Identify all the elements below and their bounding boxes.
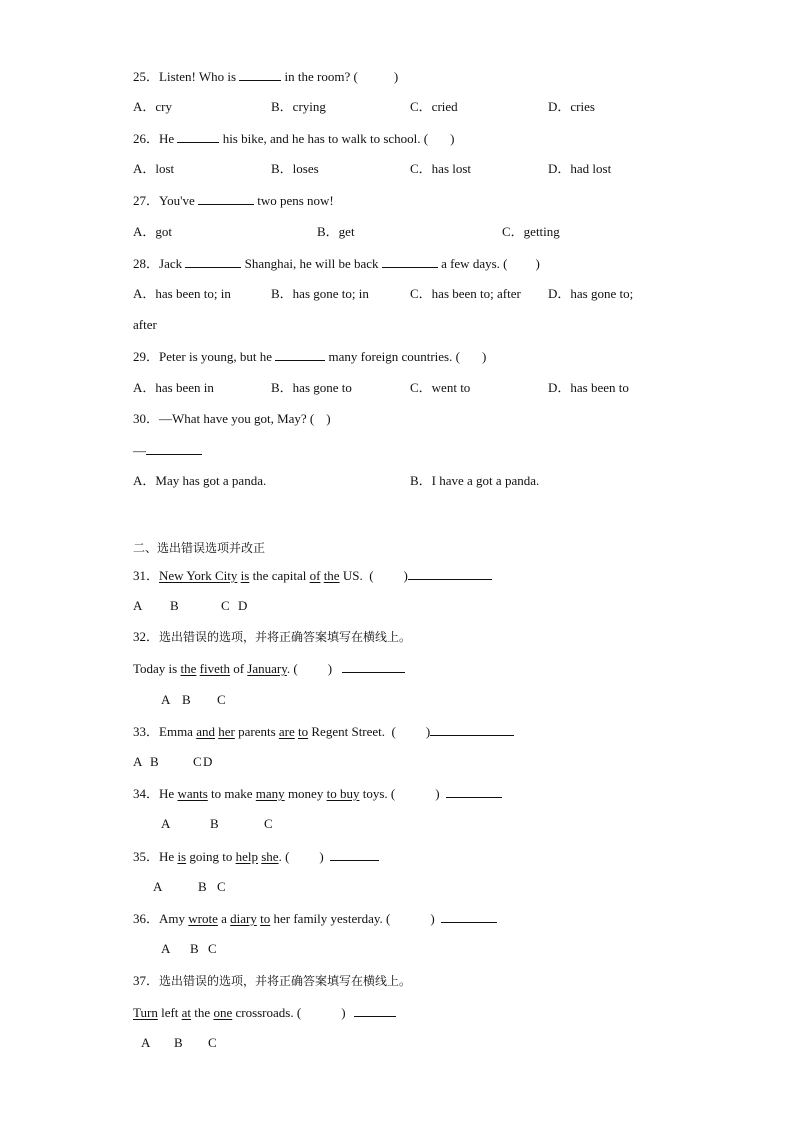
correction-blank[interactable] <box>330 848 379 861</box>
question-number: 36． <box>133 911 160 926</box>
option-d[interactable]: D．had lost <box>548 161 612 176</box>
text: of <box>229 661 248 676</box>
bracket-close: ) <box>535 256 540 271</box>
question-25 <box>133 68 398 85</box>
question-35 <box>133 848 379 865</box>
text: her family yesterday. ( <box>270 911 391 926</box>
option-letter: D <box>238 598 248 613</box>
bracket-close: ) <box>393 69 399 84</box>
option-d[interactable]: D．has been to <box>548 380 629 395</box>
option-b[interactable]: B．I have a got a panda. <box>410 473 540 488</box>
option-a[interactable]: A．has been in <box>133 380 214 395</box>
text: the capital <box>249 568 310 583</box>
bracket-close: ) <box>450 131 455 146</box>
answer-blank[interactable] <box>146 442 202 455</box>
correction-blank[interactable] <box>430 723 514 736</box>
option-a[interactable]: A．lost <box>133 161 175 176</box>
option-letter: C <box>208 1035 217 1050</box>
bracket-close: ) <box>319 849 324 864</box>
option-a[interactable]: A．May has got a panda. <box>133 473 267 488</box>
text: a <box>217 911 231 926</box>
correction-blank[interactable] <box>354 1004 396 1017</box>
question-28 <box>133 255 540 272</box>
correction-blank[interactable] <box>441 910 497 923</box>
option-d[interactable]: D．cries <box>548 99 595 114</box>
instruction: 选出错误的选项，并将正确答案填写在横线上。 <box>159 630 412 644</box>
question-text: in the room? ( <box>281 69 358 84</box>
underlined-option[interactable]: the <box>180 661 197 676</box>
instruction: 选出错误的选项，并将正确答案填写在横线上。 <box>159 974 412 988</box>
underlined-option[interactable]: wants <box>177 786 208 801</box>
section-heading: 二、选出错误选项并改正 <box>133 541 266 555</box>
answer-blank[interactable] <box>185 255 241 268</box>
question-number: 26． <box>133 131 160 146</box>
option-c[interactable]: C．has lost <box>410 161 472 176</box>
question-text: many foreign countries. ( <box>325 349 460 364</box>
text: Today is <box>133 661 181 676</box>
bracket-close: ) <box>326 411 331 426</box>
underlined-option[interactable]: of <box>309 568 321 583</box>
underlined-option[interactable]: help <box>235 849 258 864</box>
question-34 <box>133 785 502 802</box>
bracket-close: ) <box>341 1005 346 1020</box>
text: He <box>159 786 178 801</box>
text: . ( <box>278 849 290 864</box>
bracket-close: ) <box>403 568 408 583</box>
question-text: two pens now! <box>253 193 334 208</box>
text: Amy <box>159 911 189 926</box>
question-number: 25． <box>133 69 160 84</box>
bracket-close: ) <box>327 661 333 676</box>
underlined-option[interactable]: one <box>213 1005 233 1020</box>
question-text: —What have you got, May? ( <box>159 411 315 426</box>
answer-blank[interactable] <box>177 130 219 143</box>
option-b[interactable]: B．has gone to <box>271 380 352 395</box>
underlined-option[interactable]: at <box>181 1005 192 1020</box>
option-letter: A <box>133 598 143 613</box>
underlined-option[interactable]: wrote <box>188 911 218 926</box>
text: going to <box>186 849 236 864</box>
option-b[interactable]: B．get <box>317 224 355 239</box>
question-text: He <box>159 131 178 146</box>
underlined-option[interactable]: fiveth <box>199 661 230 676</box>
option-a[interactable]: A．got <box>133 224 173 239</box>
option-b[interactable]: B．crying <box>271 99 326 114</box>
option-letter: A <box>161 941 171 956</box>
question-text: Jack <box>159 256 186 271</box>
correction-blank[interactable] <box>342 660 405 673</box>
option-letter: B <box>170 598 179 613</box>
option-letter: B <box>174 1035 183 1050</box>
question-text: a few days. ( <box>437 256 508 271</box>
correction-blank[interactable] <box>446 785 502 798</box>
option-letter: A <box>133 754 143 769</box>
question-number: 32． <box>133 629 160 644</box>
text: the <box>191 1005 214 1020</box>
option-letter: B <box>150 754 159 769</box>
underlined-option[interactable]: the <box>323 568 340 583</box>
option-letter: C <box>264 816 273 831</box>
correction-blank[interactable] <box>408 567 492 580</box>
question-31 <box>133 567 492 584</box>
question-37 <box>133 973 411 989</box>
option-b[interactable]: B．loses <box>271 161 319 176</box>
bracket-close: ) <box>435 786 440 801</box>
underlined-option[interactable]: she <box>261 849 279 864</box>
option-c[interactable]: C．getting <box>502 224 560 239</box>
answer-blank[interactable] <box>239 68 281 81</box>
dash: — <box>133 443 146 458</box>
text: Regent Street. ( <box>308 724 396 739</box>
text: money <box>284 786 327 801</box>
question-36 <box>133 910 497 927</box>
text: Emma <box>159 724 197 739</box>
text: crossroads. ( <box>232 1005 302 1020</box>
underlined-option[interactable]: many <box>255 786 285 801</box>
option-letter: B <box>198 879 207 894</box>
option-letter: C <box>221 598 230 613</box>
question-27 <box>133 192 334 209</box>
question-text: Shanghai, he will be back <box>241 256 382 271</box>
option-a[interactable]: A．has been to; in <box>133 286 231 301</box>
bracket-close: ) <box>425 724 431 739</box>
underlined-option[interactable]: her <box>218 724 235 739</box>
option-a[interactable]: A．cry <box>133 99 172 114</box>
question-number: 30． <box>133 411 160 426</box>
underlined-option[interactable]: to buy <box>326 786 360 801</box>
option-letter: B <box>190 941 199 956</box>
question-37-sentence <box>133 1004 396 1021</box>
question-number: 31． <box>133 568 160 583</box>
text: . ( <box>286 661 298 676</box>
bracket-close: ) <box>481 349 487 364</box>
question-number: 33． <box>133 724 160 739</box>
text: toys. ( <box>359 786 396 801</box>
underlined-option[interactable]: is <box>177 849 187 864</box>
underlined-option[interactable]: and <box>196 724 215 739</box>
option-b[interactable]: B．has gone to; in <box>271 286 369 301</box>
option-letter: A <box>161 816 171 831</box>
underlined-option[interactable]: Turn <box>133 1005 158 1020</box>
question-number: 28． <box>133 256 160 271</box>
bracket-close: ) <box>430 911 435 926</box>
option-letter: A <box>153 879 163 894</box>
underlined-option[interactable]: diary <box>230 911 257 926</box>
text: to make <box>207 786 256 801</box>
text: He <box>159 849 178 864</box>
option-c[interactable]: C．has been to; after <box>410 286 521 301</box>
question-29 <box>133 348 486 365</box>
question-30 <box>133 411 331 427</box>
question-text: You've <box>159 193 198 208</box>
question-number: 37． <box>133 973 160 988</box>
option-letter: B <box>182 692 191 707</box>
option-c[interactable]: C．went to <box>410 380 471 395</box>
question-number: 27． <box>133 193 160 208</box>
underlined-option[interactable]: to <box>260 911 271 926</box>
option-letter: D <box>203 754 213 769</box>
question-32-sentence <box>133 660 405 677</box>
option-letter: C <box>217 692 226 707</box>
underlined-option[interactable]: to <box>298 724 309 739</box>
option-d-wrap: after <box>133 317 157 332</box>
text: parents <box>234 724 279 739</box>
question-33 <box>133 723 514 740</box>
question-32 <box>133 629 411 645</box>
option-letter: B <box>210 816 219 831</box>
underlined-option[interactable]: are <box>278 724 295 739</box>
option-letter: A <box>161 692 171 707</box>
question-text: Listen! Who is <box>159 69 240 84</box>
question-number: 34． <box>133 786 160 801</box>
text: US. ( <box>339 568 374 583</box>
answer-line <box>133 442 202 459</box>
option-c[interactable]: C．cried <box>410 99 458 114</box>
option-d[interactable]: D．has gone to; <box>548 286 634 301</box>
question-26 <box>133 130 454 147</box>
answer-blank[interactable] <box>198 192 254 205</box>
underlined-option[interactable]: New York City <box>159 568 238 583</box>
option-letter: C <box>217 879 226 894</box>
option-letter: C <box>208 941 217 956</box>
answer-blank[interactable] <box>382 255 438 268</box>
question-text: Peter is young, but he <box>159 349 276 364</box>
question-number: 35． <box>133 849 160 864</box>
underlined-option[interactable]: January <box>247 661 287 676</box>
answer-blank[interactable] <box>275 348 325 361</box>
underlined-option[interactable]: is <box>240 568 250 583</box>
text: left <box>157 1005 182 1020</box>
question-number: 29． <box>133 349 160 364</box>
option-letter: A <box>141 1035 151 1050</box>
question-text: his bike, and he has to walk to school. ( <box>219 131 429 146</box>
option-letter: C <box>193 754 202 769</box>
